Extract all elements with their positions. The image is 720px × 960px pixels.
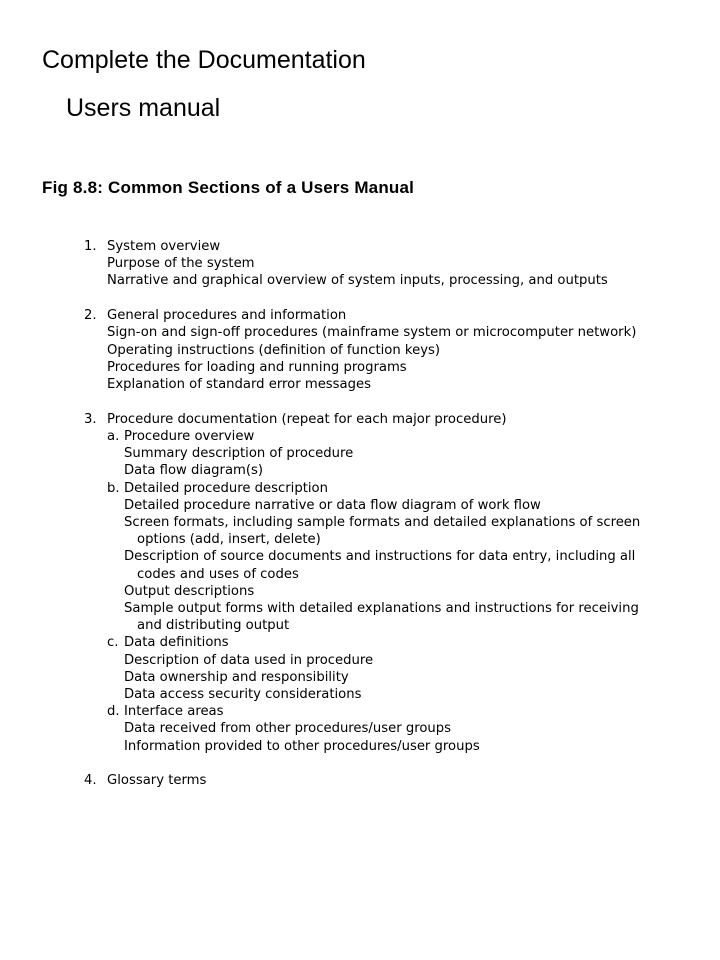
manual-section xyxy=(0,772,720,789)
item-line: Operating instructions (definition of function keys) xyxy=(107,342,441,358)
section-title: Procedure documentation (repeat for each major procedure) xyxy=(107,411,507,427)
item-line: Summary description of procedure xyxy=(124,446,354,462)
subsection-body xyxy=(124,634,720,703)
subsection-title: Detailed procedure description xyxy=(124,480,328,496)
manual-subsection xyxy=(107,703,720,755)
manual-section xyxy=(0,411,720,755)
item-line: Explanation of standard error messages xyxy=(107,377,371,393)
item-line: Data access security considerations xyxy=(124,687,362,703)
manual-section xyxy=(0,307,720,393)
item-line: Data ownership and responsibility xyxy=(124,669,349,685)
section-number: 3. xyxy=(84,411,97,427)
subsection-item xyxy=(124,548,720,582)
section-item xyxy=(107,359,720,376)
users-manual-outline xyxy=(0,238,720,807)
subsection-item xyxy=(124,497,720,514)
item-line: Detailed procedure narrative or data flow diagram of work flow xyxy=(124,497,541,513)
subsection-item xyxy=(124,514,720,548)
item-line: Data flow diagram(s) xyxy=(124,463,264,479)
subsection-item xyxy=(124,600,720,634)
section-title: System overview xyxy=(107,239,221,254)
subsection-letter: b. xyxy=(107,480,120,496)
section-body xyxy=(107,307,720,393)
manual-subsection xyxy=(107,428,720,480)
section-title: Glossary terms xyxy=(107,773,207,789)
item-line: Procedures for loading and running programs xyxy=(107,359,407,375)
item-line: codes and uses of codes xyxy=(137,566,299,582)
section-item xyxy=(107,376,720,393)
item-line: Narrative and graphical overview of system inputs, processing, and outputs xyxy=(107,273,608,289)
subsection-letter: a. xyxy=(107,429,120,445)
item-line: Sample output forms with detailed explanations and instructions for receiving xyxy=(124,601,639,617)
subsection-body xyxy=(124,703,720,755)
item-line: Screen formats, including sample formats and detailed explanations of screen xyxy=(124,515,641,531)
subsection-title: Procedure overview xyxy=(124,429,255,445)
subsection-item xyxy=(124,583,720,600)
subsection-item xyxy=(124,652,720,669)
section-item xyxy=(107,272,720,289)
subsection-body xyxy=(124,480,720,635)
subsection-item xyxy=(124,669,720,686)
subsection-item xyxy=(124,720,720,737)
section-number: 1. xyxy=(84,239,97,254)
subsection-body xyxy=(124,428,720,480)
subsection-item xyxy=(124,445,720,462)
subsection-item xyxy=(124,686,720,703)
subsection-item xyxy=(124,462,720,479)
section-item xyxy=(107,342,720,359)
section-number: 2. xyxy=(84,308,97,324)
section-item xyxy=(107,324,720,341)
subsection-letter: c. xyxy=(107,635,119,651)
manual-section xyxy=(0,238,720,290)
subsection-letter: d. xyxy=(107,704,120,720)
item-line: Sign-on and sign-off procedures (mainframe system or microcomputer network) xyxy=(107,325,637,341)
section-item xyxy=(107,255,720,272)
section-title: General procedures and information xyxy=(107,308,347,324)
item-line: Data received from other procedures/user groups xyxy=(124,721,451,737)
subsection-title: Data definitions xyxy=(124,635,229,651)
item-line: Output descriptions xyxy=(124,583,255,599)
item-line: Description of source documents and instructions for data entry, including all xyxy=(124,549,636,565)
subsection-list xyxy=(107,428,720,755)
figure-caption: Fig 8.8: Common Sections of a Users Manual xyxy=(42,178,415,197)
subsection-item xyxy=(124,738,720,755)
item-line: and distributing output xyxy=(137,618,290,634)
section-number: 4. xyxy=(84,773,97,789)
section-body xyxy=(107,411,720,755)
subsection-title: Interface areas xyxy=(124,704,224,720)
item-line: Information provided to other procedures/user groups xyxy=(124,738,480,754)
page-subtitle: Users manual xyxy=(66,94,221,122)
item-line: Description of data used in procedure xyxy=(124,652,374,668)
section-body xyxy=(107,238,720,290)
manual-subsection xyxy=(107,480,720,635)
page-title: Complete the Documentation xyxy=(42,46,366,74)
manual-subsection xyxy=(107,634,720,703)
section-body xyxy=(107,772,720,789)
item-line: options (add, insert, delete) xyxy=(137,532,321,548)
item-line: Purpose of the system xyxy=(107,256,255,272)
